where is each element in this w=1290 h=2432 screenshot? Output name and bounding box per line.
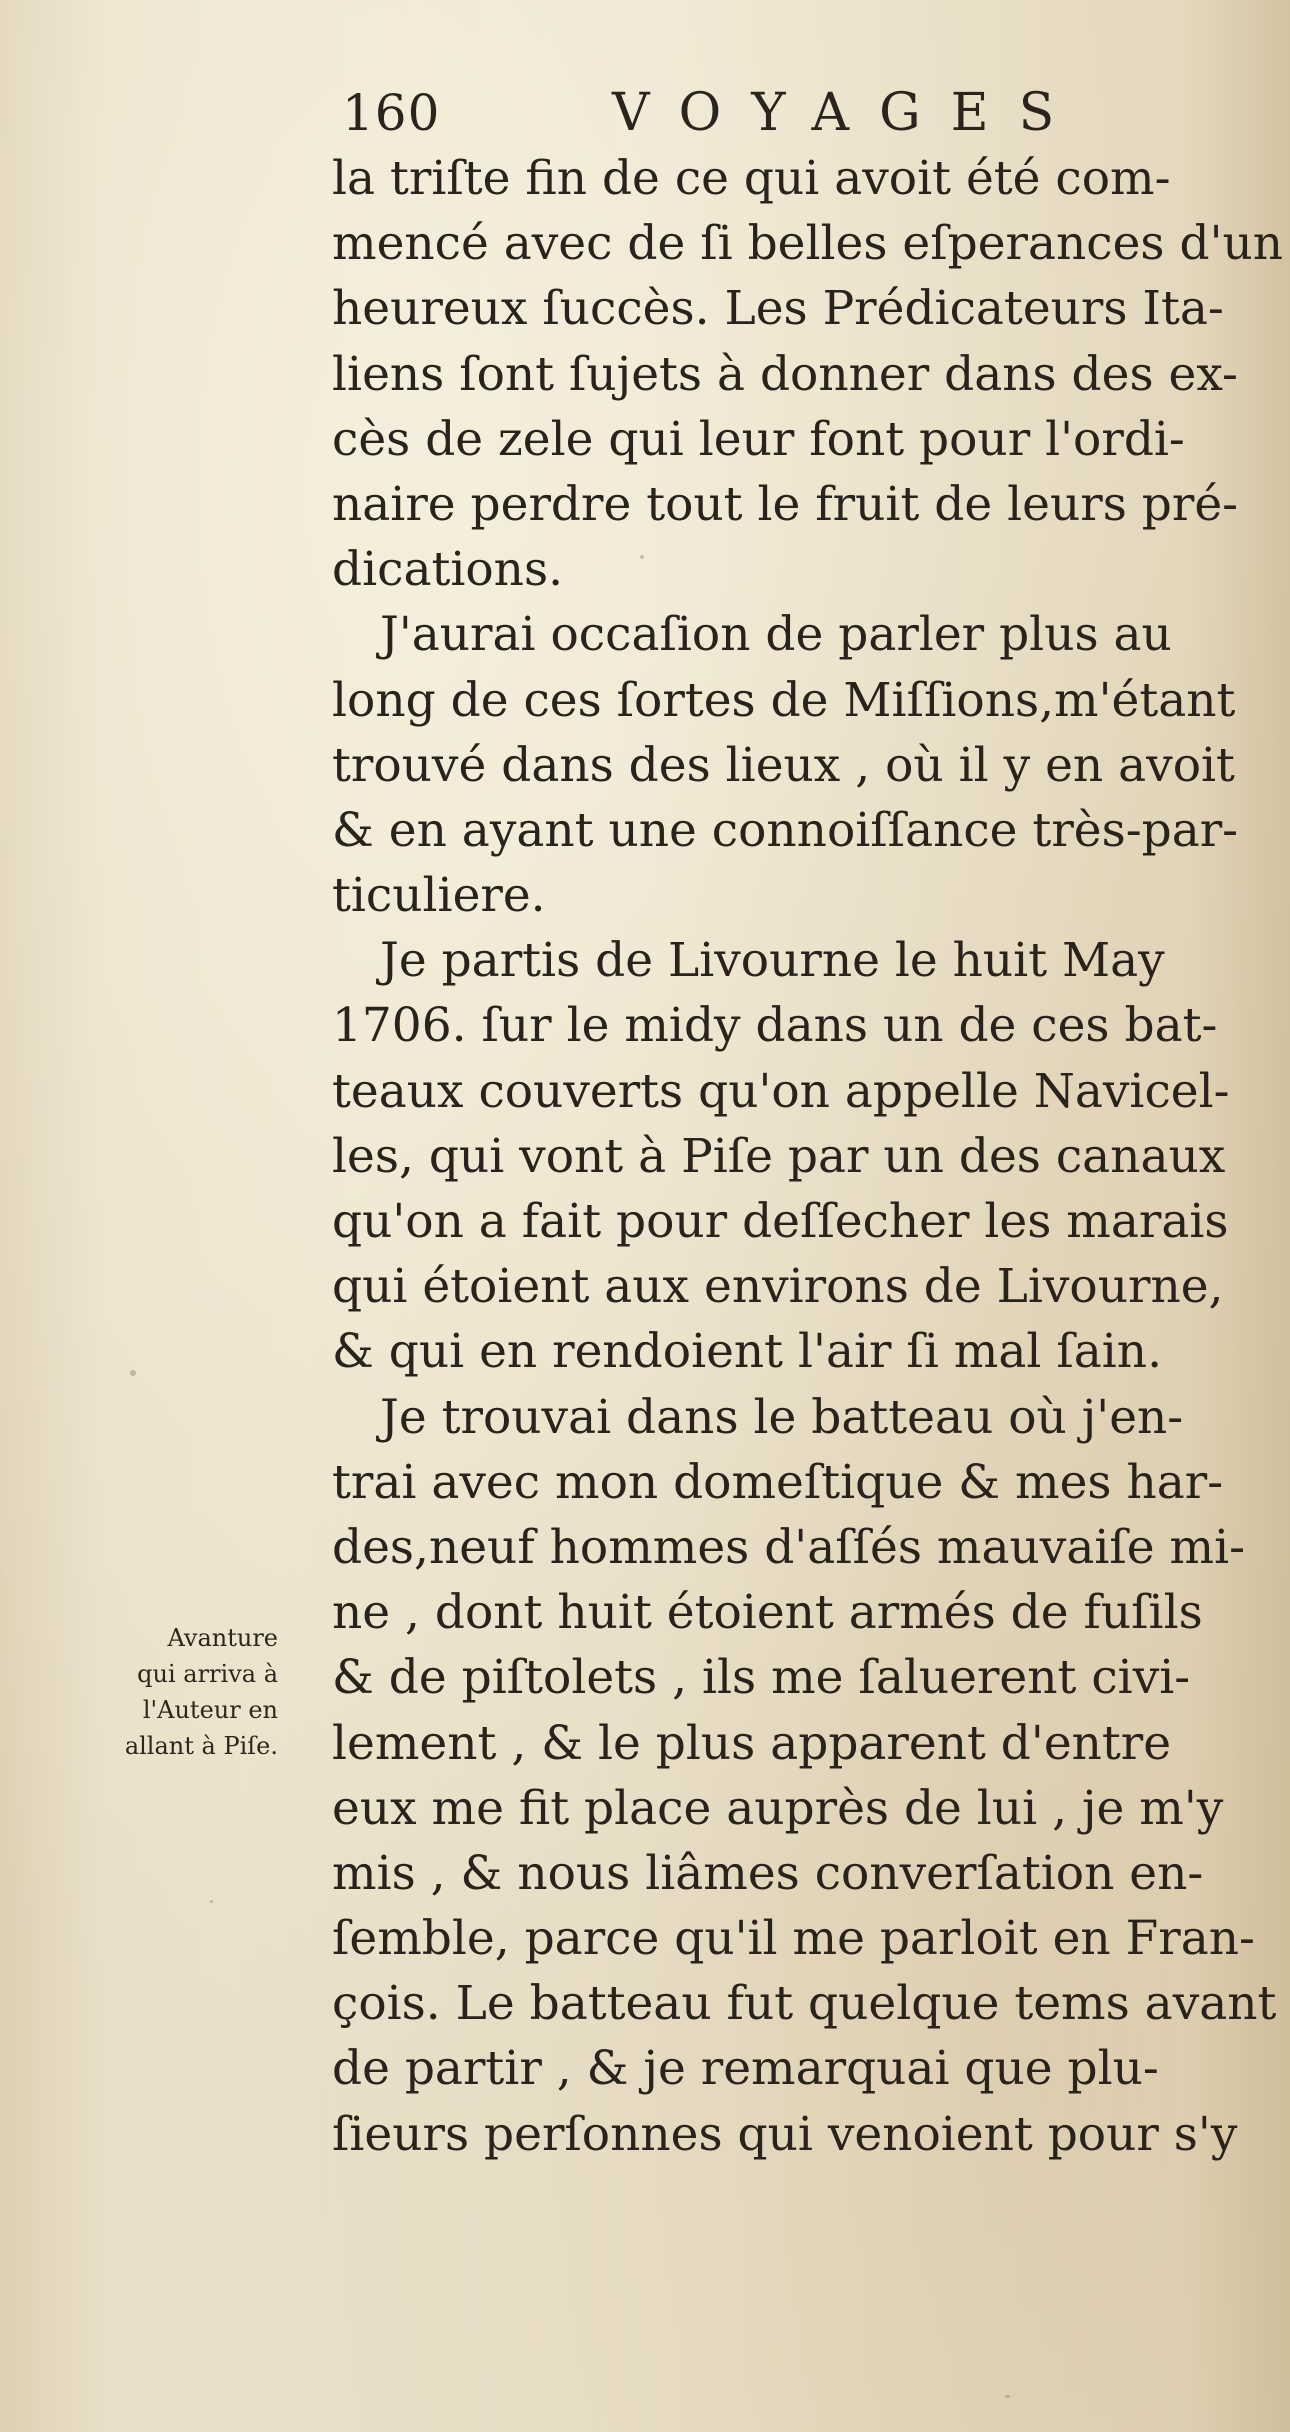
text-line: heureux ſuccès. Les Prédicateurs Ita- (332, 281, 1224, 337)
text-line: de partir , & je remarquai que plu- (332, 2041, 1159, 2097)
text-line: qui étoient aux environs de Livourne, (332, 1259, 1224, 1315)
text-line: dications. (332, 542, 564, 598)
text-line: qu'on a fait pour deſſecher les marais (332, 1194, 1229, 1249)
text-line: & en ayant une connoiſſance très-par- (332, 802, 1239, 858)
text-line: & qui en rendoient l'air ſi mal ſain. (332, 1324, 1163, 1380)
paragraph-start-line: J'aurai occaſion de parler plus au (380, 607, 1172, 663)
paper-speck (130, 1370, 136, 1376)
text-line: trouvé dans des lieux , où il y en avoit (332, 737, 1235, 793)
text-line: des,neuf hommes d'aſſés mauvaiſe mi- (332, 1519, 1246, 1575)
text-line: lement , & le plus apparent d'entre (332, 1715, 1172, 1771)
text-line: trai avec mon domeſtique & mes har- (332, 1454, 1224, 1510)
paper-speck (640, 555, 644, 559)
text-line: mencé avec de ſi belles eſperances d'un (332, 216, 1284, 272)
text-line: ſemble, parce qu'il me parloit en Fran- (332, 1911, 1255, 1967)
paper-speck (210, 1900, 213, 1903)
text-line: ſieurs perſonnes qui venoient pour s'y (332, 2106, 1238, 2162)
text-line: & de piſtolets , ils me ſaluerent civi- (332, 1650, 1191, 1706)
text-line: teaux couverts qu'on appelle Navicel- (332, 1063, 1230, 1119)
page-number: 160 (342, 84, 441, 142)
marginal-note-line: allant à Piſe. (124, 1732, 278, 1760)
running-head (342, 78, 1102, 148)
running-title: VOYAGES (612, 83, 1085, 143)
text-line: mis , & nous liâmes converſation en- (332, 1845, 1204, 1901)
text-line: ticuliere. (332, 868, 546, 924)
body-text (332, 146, 1284, 2167)
text-line: long de ces ſortes de Miſſions,m'étant (332, 672, 1236, 728)
text-line: les, qui vont à Piſe par un des canaux (332, 1128, 1226, 1184)
text-line: liens ſont ſujets à donner dans des ex- (332, 346, 1238, 402)
marginal-note-line: Avanture (167, 1624, 278, 1652)
text-line: naire perdre tout le fruit de leurs pré- (332, 476, 1239, 532)
paragraph-start-line: Je partis de Livourne le huit May (380, 933, 1165, 989)
paragraph-start-line: Je trouvai dans le batteau où j'en- (380, 1389, 1184, 1445)
text-line: 1706. ſur le midy dans un de ces bat- (332, 998, 1218, 1054)
text-line: la triſte fin de ce qui avoit été com- (332, 151, 1171, 206)
text-line: eux me fit place auprès de lui , je m'y (332, 1780, 1224, 1836)
paper-speck (1005, 2395, 1010, 2398)
marginal-note-line: qui arriva à (137, 1660, 278, 1688)
marginal-note (88, 1620, 278, 1764)
text-line: cès de zele qui leur font pour l'ordi- (332, 411, 1185, 467)
marginal-note-line: l'Auteur en (142, 1696, 278, 1724)
text-line: ne , dont huit étoient armés de fuſils (332, 1585, 1203, 1641)
text-line: çois. Le batteau fut quelque tems avant (332, 1976, 1277, 2032)
